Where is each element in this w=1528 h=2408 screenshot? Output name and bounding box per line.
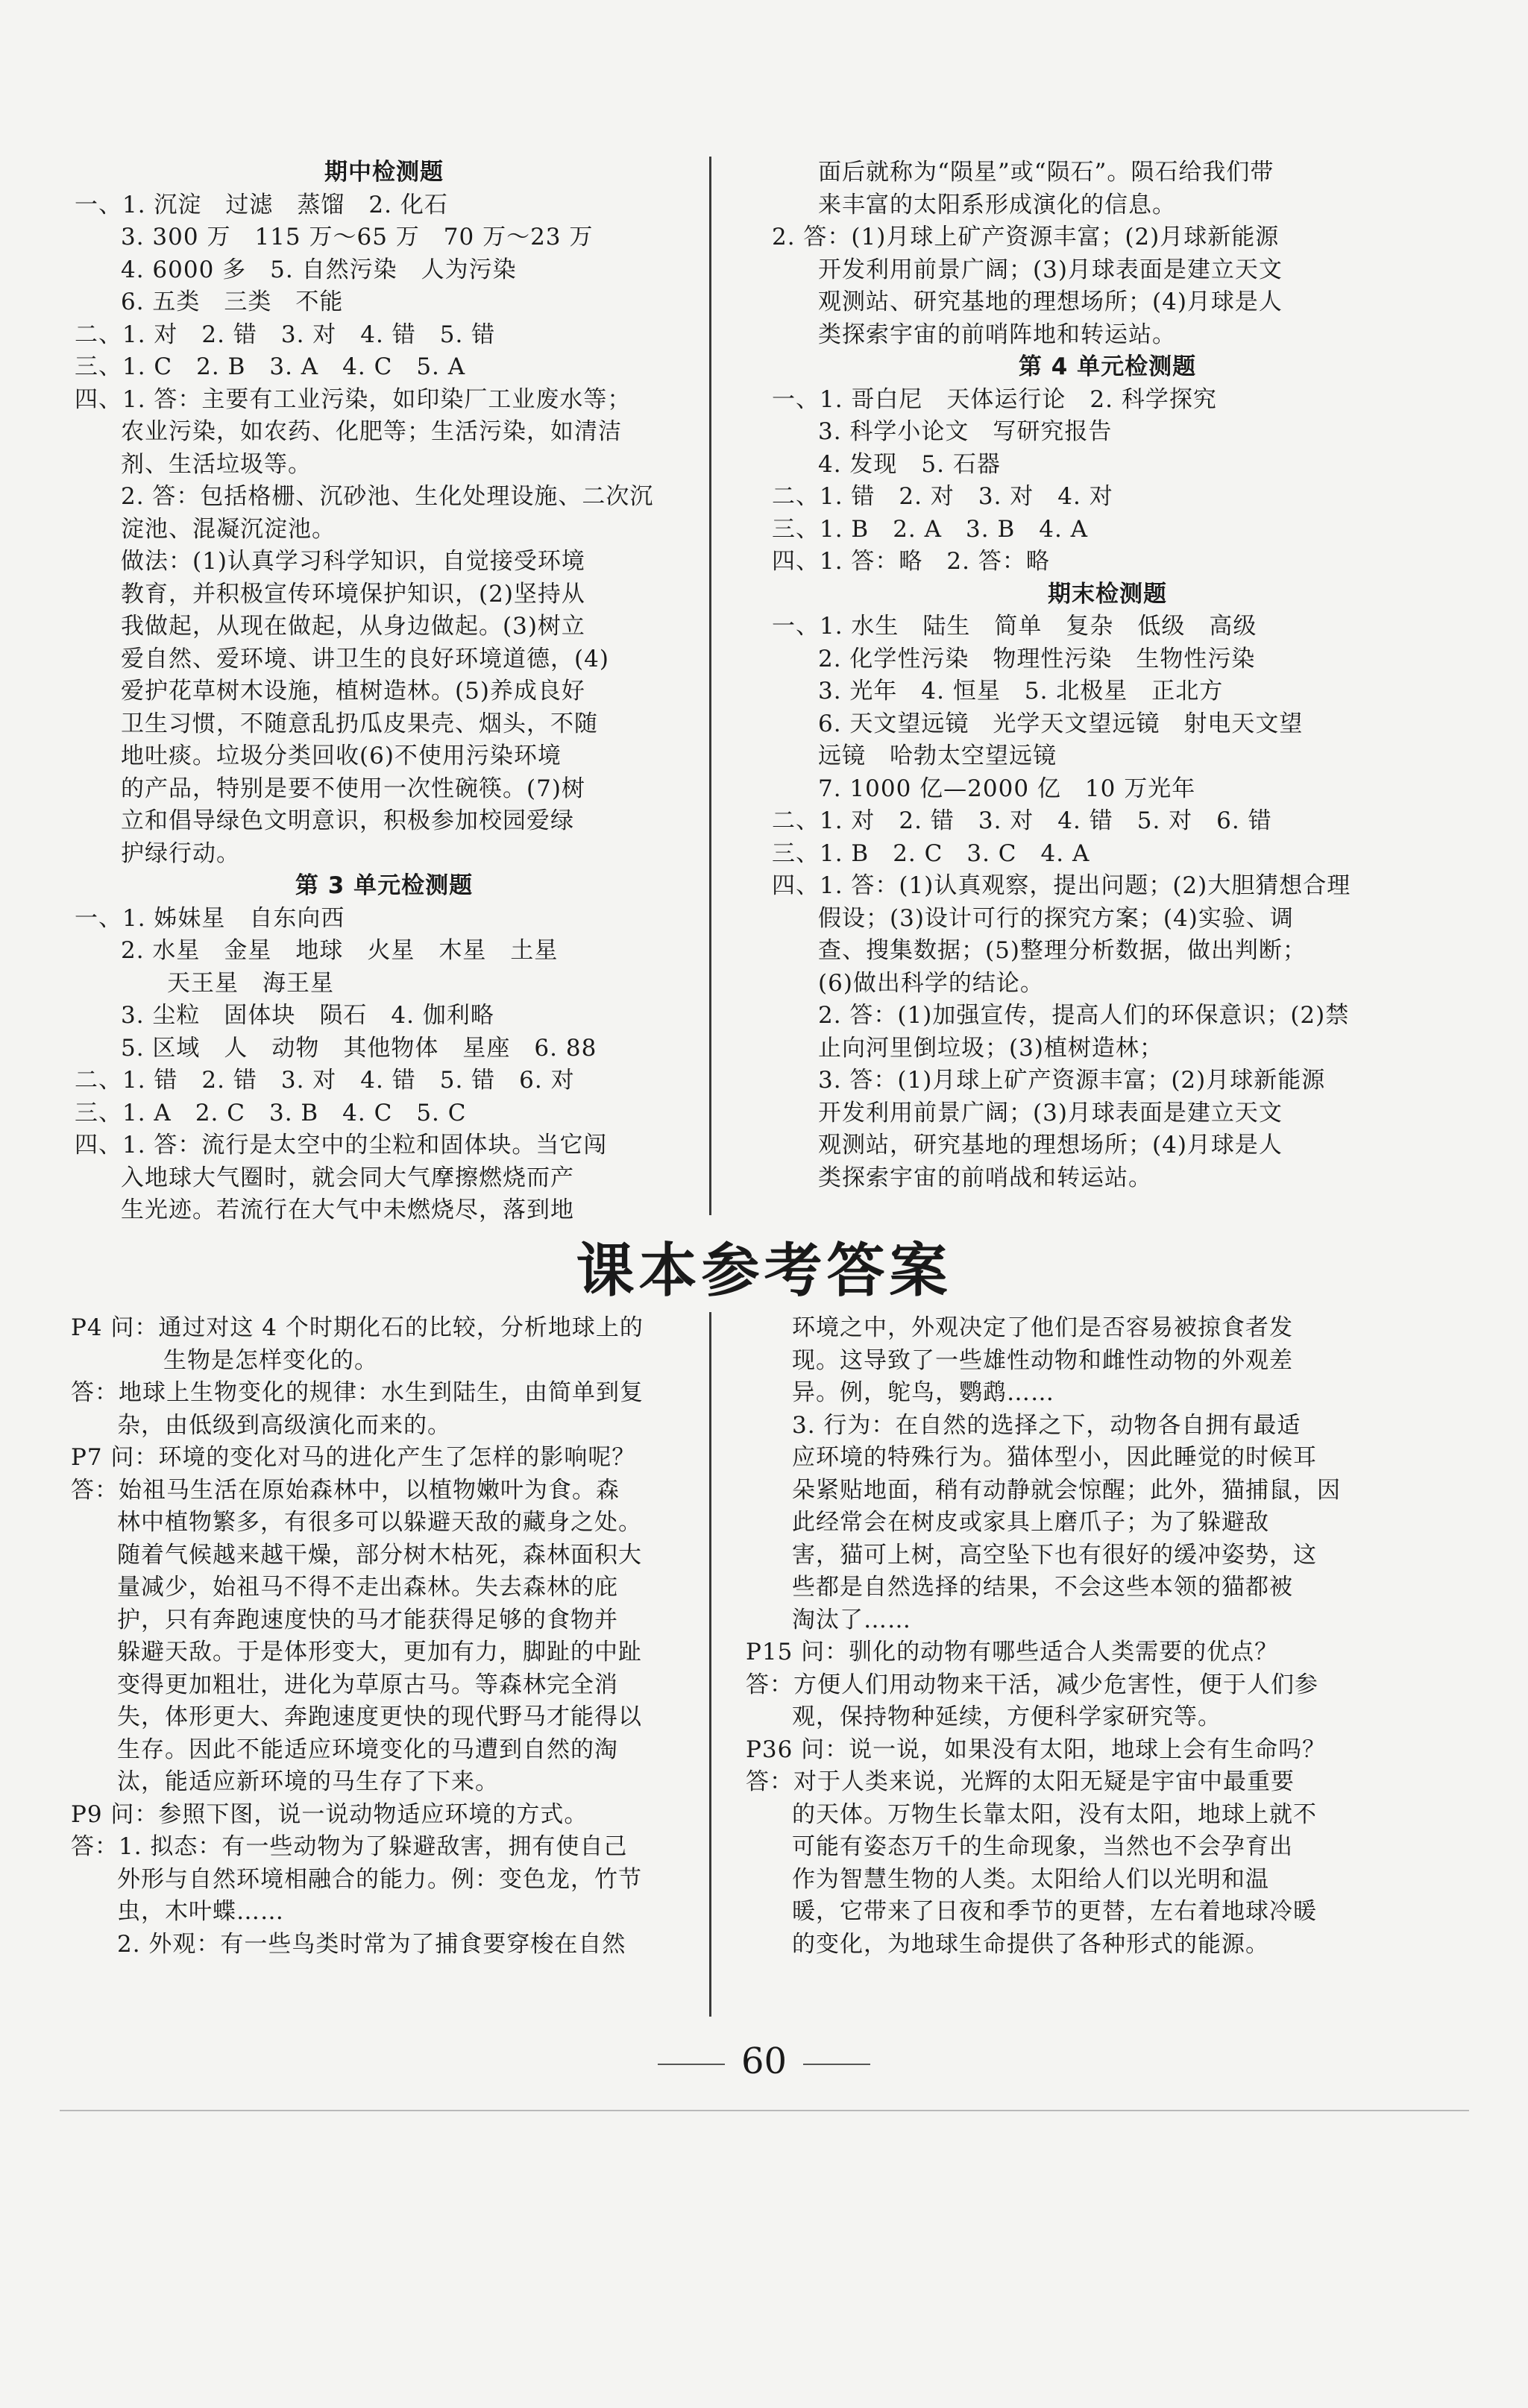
answer-line: 失，体形更大、奔跑速度更快的现代野马才能得以 [117, 1703, 642, 1730]
column-divider-bottom [709, 1312, 711, 2017]
answer-line: 些都是自然选择的结果，不会这些本领的猫都被 [792, 1574, 1293, 1601]
section-title: 期末检测题 [1048, 580, 1167, 608]
answer-line: 答：方便人们用动物来干活，减少危害性，便于人们参 [746, 1671, 1318, 1698]
answer-line: 四、1. 答：略 2. 答：略 [772, 548, 1050, 575]
answer-line: 二、1. 错 2. 对 3. 对 4. 对 [772, 483, 1113, 510]
answer-line: 一、1. 沉淀 过滤 蒸馏 2. 化石 [75, 191, 448, 218]
answer-line: 淀池、混凝沉淀池。 [121, 515, 336, 543]
answer-line: 地吐痰。垃圾分类回收(6)不使用污染环境 [121, 743, 562, 769]
answer-line: 护绿行动。 [121, 839, 240, 867]
answer-line: 立和倡导绿色文明意识，积极参加校园爱绿 [121, 807, 574, 834]
answer-line: 类探索宇宙的前哨阵地和转运站。 [818, 321, 1176, 348]
answer-line: 林中植物繁多，有很多可以躲避天敌的藏身之处。 [117, 1509, 642, 1536]
answer-line: P7 问：环境的变化对马的进化产生了怎样的影响呢？ [71, 1444, 636, 1471]
answer-line: 开发利用前景广阔；(3)月球表面是建立天文 [818, 1099, 1283, 1126]
answer-line: 开发利用前景广阔；(3)月球表面是建立天文 [818, 256, 1283, 283]
answer-line: 3. 尘粒 固体块 陨石 4. 伽利略 [121, 1002, 494, 1029]
textbook-answers-left-column [71, 1312, 697, 1961]
textbook-answers-right-column [746, 1312, 1439, 1961]
answer-line: 生存。因此不能适应环境变化的马遭到自然的淘 [117, 1736, 618, 1763]
answer-line: 异。例，鸵鸟，鹦鹉…… [792, 1379, 1054, 1406]
answer-line: P4 问：通过对这 4 个时期化石的比较，分析地球上的 [71, 1314, 644, 1341]
answer-line: 我做起，从现在做起，从身边做起。(3)树立 [121, 613, 585, 640]
answer-line: 躲避天敌。于是体形变大，更加有力，脚趾的中趾 [117, 1639, 642, 1665]
answer-line: 四、1. 答：主要有工业污染，如印染厂工业废水等； [75, 385, 632, 413]
answer-line: 答：地球上生物变化的规律：水生到陆生，由简单到复 [71, 1379, 644, 1406]
answer-line: 3. 行为：在自然的选择之下，动物各自拥有最适 [792, 1411, 1301, 1439]
answer-line: 虫，木叶蝶…… [117, 1898, 284, 1925]
answer-line: 农业污染，如农药、化肥等；生活污染，如清洁 [121, 418, 622, 445]
answer-line: 2. 化学性污染 物理性污染 生物性污染 [818, 645, 1256, 672]
answer-line: 3. 300 万 115 万～65 万 70 万～23 万 [121, 224, 594, 250]
answer-line: 4. 发现 5. 石器 [818, 450, 1001, 478]
answer-line: P9 问：参照下图，说一说动物适应环境的方式。 [71, 1800, 588, 1828]
answer-line: 止向河里倒垃圾；(3)植树造林； [818, 1034, 1163, 1062]
answer-line: 环境之中，外观决定了他们是否容易被掠食者发 [792, 1314, 1293, 1341]
section-title: 期中检测题 [324, 159, 444, 186]
answer-line: 天王星 海王星 [167, 969, 334, 997]
answer-line: 观测站、研究基地的理想场所；(4)月球是人 [818, 289, 1283, 315]
answer-line: 的产品，特别是要不使用一次性碗筷。(7)树 [121, 775, 585, 802]
answer-line: 量减少，始祖马不得不走出森林。失去森林的庇 [117, 1574, 618, 1601]
answer-line: 观，保持物种延续，方便科学家研究等。 [792, 1703, 1222, 1730]
answer-line: 3. 光年 4. 恒星 5. 北极星 正北方 [818, 678, 1224, 705]
answers-top-left-column [75, 157, 694, 1227]
answer-line: 来丰富的太阳系形成演化的信息。 [818, 191, 1176, 218]
page-number-block [0, 2039, 1528, 2084]
answer-line: 2. 外观：有一些鸟类时常为了捕食要穿梭在自然 [117, 1930, 626, 1958]
answer-line: 三、1. C 2. B 3. A 4. C 5. A [75, 353, 466, 380]
answer-line: 外形与自然环境相融合的能力。例：变色龙，竹节 [117, 1865, 642, 1893]
page-number-dash-right [803, 2064, 870, 2065]
page-bottom-rule [60, 2110, 1469, 2111]
answer-line: P15 问：驯化的动物有哪些适合人类需要的优点？ [746, 1639, 1279, 1665]
page-title: 课本参考答案 [576, 1237, 952, 1305]
answer-line: 答：始祖马生活在原始森林中，以植物嫩叶为食。森 [71, 1476, 620, 1504]
answer-line: 作为智慧生物的人类。太阳给人们以光明和温 [792, 1865, 1269, 1893]
answer-line: 做法：(1)认真学习科学知识，自觉接受环境 [121, 548, 585, 575]
answer-line: 此经常会在树皮或家具上磨爪子；为了躲避敌 [792, 1509, 1269, 1536]
answer-line: 7. 1000 亿—2000 亿 10 万光年 [818, 775, 1196, 802]
answer-line: 查、搜集数据；(5)整理分析数据，做出判断； [818, 937, 1307, 964]
answer-line: 2. 答：(1)月球上矿产资源丰富；(2)月球新能源 [772, 224, 1280, 250]
answer-line: 一、1. 哥白尼 天体运行论 2. 科学探究 [772, 385, 1217, 413]
answer-line: 淘汰了…… [792, 1606, 911, 1633]
answer-line: 一、1. 姊妹星 自东向西 [75, 904, 345, 932]
answer-line: 暖，它带来了日夜和季节的更替，左右着地球冷暖 [792, 1898, 1317, 1925]
answer-line: 的变化，为地球生命提供了各种形式的能源。 [792, 1930, 1269, 1958]
answer-line: 爱护花草树木设施，植树造林。(5)养成良好 [121, 678, 585, 705]
answer-line: 入地球大气圈时，就会同大气摩擦燃烧而产 [121, 1164, 574, 1191]
answer-line: 远镜 哈勃太空望远镜 [818, 743, 1057, 769]
answer-line: 答：对于人类来说，光辉的太阳无疑是宇宙中最重要 [746, 1768, 1295, 1795]
answer-line: 3. 科学小论文 写研究报告 [818, 418, 1113, 445]
answer-line: 生光迹。若流行在大气中未燃烧尽，落到地 [121, 1197, 574, 1223]
answer-line: 生物是怎样变化的。 [163, 1346, 378, 1374]
answer-line: 三、1. B 2. A 3. B 4. A [772, 515, 1089, 543]
answer-line: 答：1. 拟态：有一些动物为了躲避敌害，拥有使自己 [71, 1833, 628, 1860]
answer-line: 可能有姿态万千的生命现象，当然也不会孕育出 [792, 1833, 1293, 1860]
answer-line: 6. 五类 三类 不能 [121, 289, 344, 315]
answer-line: 观测站，研究基地的理想场所；(4)月球是人 [818, 1132, 1283, 1159]
column-divider-top [709, 157, 711, 1215]
page-number-dash-left [658, 2064, 725, 2065]
answer-line: 护，只有奔跑速度快的马才能获得足够的食物并 [117, 1606, 618, 1633]
page-number: 60 [741, 2040, 787, 2082]
answer-line: 三、1. B 2. C 3. C 4. A [772, 839, 1090, 867]
answer-line: 现。这导致了一些雄性动物和雌性动物的外观差 [792, 1346, 1293, 1374]
answer-line: 2. 答：包括格栅、沉砂池、生化处理设施、二次沉 [121, 483, 654, 510]
answer-line: 4. 6000 多 5. 自然污染 人为污染 [121, 256, 517, 283]
answer-line: 变得更加粗壮，进化为草原古马。等森林完全消 [117, 1671, 618, 1698]
section-title: 第 3 单元检测题 [295, 872, 474, 899]
answer-line: 四、1. 答：流行是太空中的尘粒和固体块。当它闯 [75, 1132, 608, 1159]
answer-line: 四、1. 答：(1)认真观察，提出问题；(2)大胆猜想合理 [772, 872, 1351, 899]
answer-line: 二、1. 错 2. 错 3. 对 4. 错 5. 错 6. 对 [75, 1067, 575, 1094]
answer-line: 汰，能适应新环境的马生存了下来。 [117, 1768, 499, 1795]
answer-line: 假设；(3)设计可行的探究方案；(4)实验、调 [818, 904, 1294, 932]
answer-line: 类探索宇宙的前哨战和转运站。 [818, 1164, 1152, 1191]
answer-line: 6. 天文望远镜 光学天文望远镜 射电天文望 [818, 710, 1304, 737]
answer-line: 朵紧贴地面，稍有动静就会惊醒；此外，猫捕鼠，因 [792, 1476, 1341, 1504]
answer-line: 三、1. A 2. C 3. B 4. C 5. C [75, 1099, 467, 1126]
answer-line: 应环境的特殊行为。猫体型小，因此睡觉的时候耳 [792, 1444, 1317, 1471]
answer-line: 的天体。万物生长靠太阳，没有太阳，地球上就不 [792, 1800, 1317, 1828]
answer-line: P36 问：说一说，如果没有太阳，地球上会有生命吗？ [746, 1736, 1327, 1763]
answer-line: 二、1. 对 2. 错 3. 对 4. 错 5. 错 [75, 321, 496, 348]
answer-line: 5. 区域 人 动物 其他物体 星座 6. 88 [121, 1034, 597, 1062]
answer-line: 剂、生活垃圾等。 [121, 450, 312, 478]
answer-line: 卫生习惯，不随意乱扔瓜皮果壳、烟头，不随 [121, 710, 598, 737]
answers-top-right-column [772, 157, 1443, 1194]
answer-line: 随着气候越来越干燥，部分树木枯死，森林面积大 [117, 1541, 642, 1569]
section-title: 第 4 单元检测题 [1018, 353, 1197, 380]
answer-line: 害，猫可上树，高空坠下也有很好的缓冲姿势，这 [792, 1541, 1317, 1569]
answer-line: 2. 答：(1)加强宣传，提高人们的环保意识；(2)禁 [818, 1002, 1350, 1029]
answer-line: 一、1. 水生 陆生 简单 复杂 低级 高级 [772, 613, 1257, 640]
answer-line: 爱自然、爱环境、讲卫生的良好环境道德，(4) [121, 645, 609, 672]
answer-line: 面后就称为“陨星”或“陨石”。陨石给我们带 [818, 159, 1274, 186]
answer-line: 3. 答：(1)月球上矿产资源丰富；(2)月球新能源 [818, 1067, 1326, 1094]
answer-line: 2. 水星 金星 地球 火星 木星 土星 [121, 937, 559, 964]
answer-line: 教育，并积极宣传环境保护知识，(2)坚持从 [121, 580, 585, 608]
answer-line: 杂，由低级到高级演化而来的。 [117, 1411, 451, 1439]
answer-line: (6)做出科学的结论。 [818, 969, 1044, 997]
answer-line: 二、1. 对 2. 错 3. 对 4. 错 5. 对 6. 错 [772, 807, 1272, 834]
